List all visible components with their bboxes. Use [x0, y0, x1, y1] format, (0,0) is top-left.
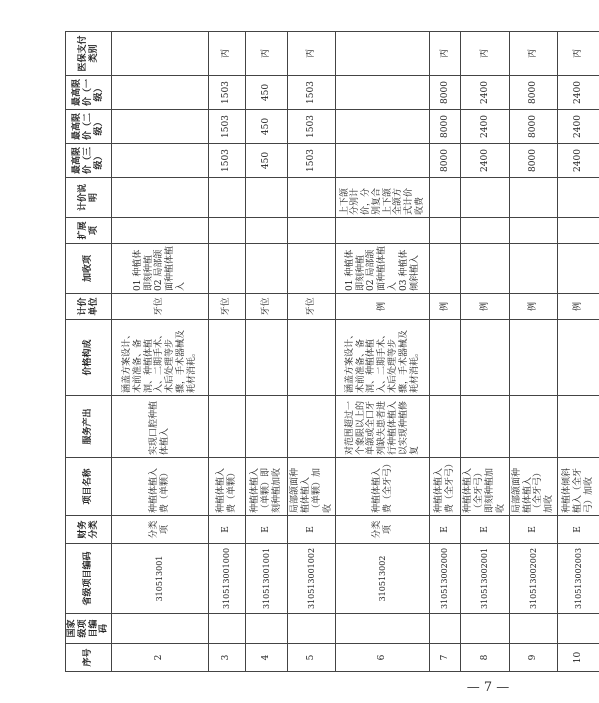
header-max-price-tier2: 最高限价（二级） [66, 110, 112, 144]
cell-project-name: 种植体植入费（单颗） [208, 458, 246, 516]
table-row [208, 32, 246, 672]
header-unit: 计价单位 [66, 294, 112, 320]
cell-max-price-tier2: 8000 [509, 110, 557, 144]
cell-max-price-tier2: 8000 [429, 110, 460, 144]
cell-max-price-tier1: 450 [246, 76, 288, 110]
cell-code: 310513001002 [288, 544, 336, 614]
cell-national-code [429, 614, 460, 644]
cell-max-price-tier3: 2400 [558, 144, 599, 178]
cell-project-name: 种植体倾斜植入（全牙弓）加收 [558, 458, 599, 516]
cell-price-composition [429, 320, 460, 396]
cell-project-name: 局部颌面种植体植入（单颗）加收 [288, 458, 336, 516]
rotated-table-container [65, 32, 599, 672]
header-national-code: 国家级项目编码 [66, 614, 112, 644]
cell-price-composition: 涵盖方案设计、术前准备、备洞、种植体植入、二期手术、术后处理等步骤，手术器械及耗材消耗。 [336, 320, 430, 396]
cell-max-price-tier1: 2400 [461, 76, 509, 110]
cell-finance-class: E [558, 516, 599, 544]
cell-max-price-tier3: 450 [246, 144, 288, 178]
cell-max-price-tier1: 8000 [429, 76, 460, 110]
cell-seq: 3 [208, 644, 246, 672]
cell-service-output [246, 396, 288, 458]
cell-max-price-tier2: 450 [246, 110, 288, 144]
header-insurance-category: 医保支付类别 [66, 32, 112, 76]
cell-price-composition [208, 320, 246, 396]
header-extension: 扩展项 [66, 218, 112, 244]
cell-unit: 例 [336, 294, 430, 320]
cell-finance-class: 分类项 [112, 516, 208, 544]
cell-seq: 10 [558, 644, 599, 672]
cell-seq: 8 [461, 644, 509, 672]
cell-finance-class: E [246, 516, 288, 544]
cell-extension [288, 218, 336, 244]
cell-max-price-tier2: 1503 [288, 110, 336, 144]
cell-national-code [336, 614, 430, 644]
cell-service-output [509, 396, 557, 458]
header-max-price-tier3: 最高限价（三级） [66, 144, 112, 178]
cell-extension [336, 218, 430, 244]
cell-code: 310513001001 [246, 544, 288, 614]
cell-unit: 例 [429, 294, 460, 320]
cell-max-price-tier1: 8000 [509, 76, 557, 110]
table-row [336, 32, 430, 672]
header-price-composition: 价格构成 [66, 320, 112, 396]
cell-code: 310513002000 [429, 544, 460, 614]
cell-max-price-tier3 [336, 144, 430, 178]
cell-pricing-note [461, 178, 509, 218]
cell-surcharge: 01 种植体即刻种植 02 局部颌面种植体植入 03 种植体倾斜植入 [336, 244, 430, 294]
cell-pricing-note [558, 178, 599, 218]
cell-finance-class: E [288, 516, 336, 544]
cell-extension [208, 218, 246, 244]
cell-max-price-tier1: 1503 [208, 76, 246, 110]
cell-extension [429, 218, 460, 244]
cell-price-composition [288, 320, 336, 396]
cell-price-composition: 涵盖方案设计、术前准备、备洞、种植体植入、二期手术、术后处理等步骤，手术器械及耗材消耗。 [112, 320, 208, 396]
header-seq: 序号 [66, 644, 112, 672]
cell-unit: 例 [461, 294, 509, 320]
cell-unit: 牙位 [208, 294, 246, 320]
table-row [461, 32, 509, 672]
cell-project-name: 种植体植入费（单颗） [112, 458, 208, 516]
cell-pricing-note [112, 178, 208, 218]
cell-extension [461, 218, 509, 244]
cell-pricing-note [509, 178, 557, 218]
cell-price-composition [246, 320, 288, 396]
cell-extension [558, 218, 599, 244]
table-row [112, 32, 208, 672]
cell-finance-class: E [509, 516, 557, 544]
cell-price-composition [558, 320, 599, 396]
cell-insurance-category: 丙 [461, 32, 509, 76]
cell-code: 310513002003 [558, 544, 599, 614]
header-max-price-tier1: 最高限价（一级） [66, 76, 112, 110]
cell-finance-class: E [208, 516, 246, 544]
cell-seq: 4 [246, 644, 288, 672]
cell-service-output [429, 396, 460, 458]
cell-surcharge [429, 244, 460, 294]
cell-finance-class: 分类项 [336, 516, 430, 544]
cell-service-output [461, 396, 509, 458]
cell-service-output [288, 396, 336, 458]
cell-insurance-category [336, 32, 430, 76]
cell-max-price-tier3: 8000 [509, 144, 557, 178]
header-pricing-note: 计价说明 [66, 178, 112, 218]
page-number: — 7 — [466, 680, 510, 695]
cell-project-name: 种植体植入费（全牙弓） [336, 458, 430, 516]
cell-seq: 5 [288, 644, 336, 672]
cell-max-price-tier2: 1503 [208, 110, 246, 144]
cell-national-code [288, 614, 336, 644]
cell-code: 310513002002 [509, 544, 557, 614]
cell-max-price-tier3: 8000 [429, 144, 460, 178]
cell-max-price-tier1: 1503 [288, 76, 336, 110]
header-service-output: 服务产出 [66, 396, 112, 458]
cell-unit: 例 [509, 294, 557, 320]
cell-max-price-tier3: 1503 [208, 144, 246, 178]
cell-max-price-tier2: 2400 [558, 110, 599, 144]
cell-unit: 牙位 [112, 294, 208, 320]
cell-project-name: 种植体植入（单颗）即刻种植加收 [246, 458, 288, 516]
cell-max-price-tier2: 2400 [461, 110, 509, 144]
price-table [65, 31, 599, 672]
cell-max-price-tier3: 1503 [288, 144, 336, 178]
cell-insurance-category: 丙 [246, 32, 288, 76]
table-row [246, 32, 288, 672]
cell-surcharge [558, 244, 599, 294]
cell-max-price-tier2 [336, 110, 430, 144]
cell-extension [246, 218, 288, 244]
cell-unit: 牙位 [246, 294, 288, 320]
cell-unit: 例 [558, 294, 599, 320]
header-finance-class: 财务分类 [66, 516, 112, 544]
cell-national-code [461, 614, 509, 644]
cell-seq: 2 [112, 644, 208, 672]
cell-max-price-tier3: 2400 [461, 144, 509, 178]
cell-max-price-tier3 [112, 144, 208, 178]
cell-insurance-category [112, 32, 208, 76]
cell-max-price-tier1: 2400 [558, 76, 599, 110]
table-row [429, 32, 460, 672]
header-row [66, 32, 112, 672]
cell-surcharge [208, 244, 246, 294]
cell-national-code [509, 614, 557, 644]
cell-surcharge [246, 244, 288, 294]
cell-surcharge [509, 244, 557, 294]
cell-code: 310513002 [336, 544, 430, 614]
cell-national-code [112, 614, 208, 644]
cell-code: 310513001 [112, 544, 208, 614]
cell-pricing-note [288, 178, 336, 218]
cell-national-code [558, 614, 599, 644]
cell-service-output [558, 396, 599, 458]
cell-surcharge: 01 种植体即刻种植 02 局部颌面种植体植入 [112, 244, 208, 294]
cell-surcharge [288, 244, 336, 294]
cell-price-composition [509, 320, 557, 396]
table-row [509, 32, 557, 672]
cell-pricing-note [246, 178, 288, 218]
cell-code: 310513001000 [208, 544, 246, 614]
cell-unit: 牙位 [288, 294, 336, 320]
cell-insurance-category: 丙 [288, 32, 336, 76]
cell-service-output: 实现口腔种植体植入 [112, 396, 208, 458]
header-surcharge: 加收项 [66, 244, 112, 294]
header-provincial-code: 省级项目编码 [66, 544, 112, 614]
cell-service-output [208, 396, 246, 458]
cell-finance-class: E [461, 516, 509, 544]
table-row [558, 32, 599, 672]
cell-price-composition [461, 320, 509, 396]
cell-finance-class: E [429, 516, 460, 544]
table-row [288, 32, 336, 672]
cell-seq: 6 [336, 644, 430, 672]
cell-extension [509, 218, 557, 244]
cell-code: 310513002001 [461, 544, 509, 614]
cell-national-code [208, 614, 246, 644]
cell-max-price-tier1 [112, 76, 208, 110]
cell-max-price-tier2 [112, 110, 208, 144]
cell-insurance-category: 丙 [429, 32, 460, 76]
cell-pricing-note [429, 178, 460, 218]
cell-project-name: 种植体植入（全牙弓）即刻种植加收 [461, 458, 509, 516]
cell-insurance-category: 丙 [208, 32, 246, 76]
cell-seq: 7 [429, 644, 460, 672]
cell-pricing-note: 上下颌分别计价，分别复合上下颌全颌方式计价收费 [336, 178, 430, 218]
cell-insurance-category: 丙 [558, 32, 599, 76]
cell-service-output: 对范围超过一个象限以上的单颌或全口牙列缺失患者进行种植体植入以实现种植修复 [336, 396, 430, 458]
cell-max-price-tier1 [336, 76, 430, 110]
cell-extension [112, 218, 208, 244]
cell-surcharge [461, 244, 509, 294]
cell-project-name: 种植体植入费（全牙弓） [429, 458, 460, 516]
cell-pricing-note [208, 178, 246, 218]
cell-project-name: 局部颌面种植体植入（全牙弓）加收 [509, 458, 557, 516]
cell-national-code [246, 614, 288, 644]
cell-seq: 9 [509, 644, 557, 672]
header-project-name: 项目名称 [66, 458, 112, 516]
cell-insurance-category: 丙 [509, 32, 557, 76]
